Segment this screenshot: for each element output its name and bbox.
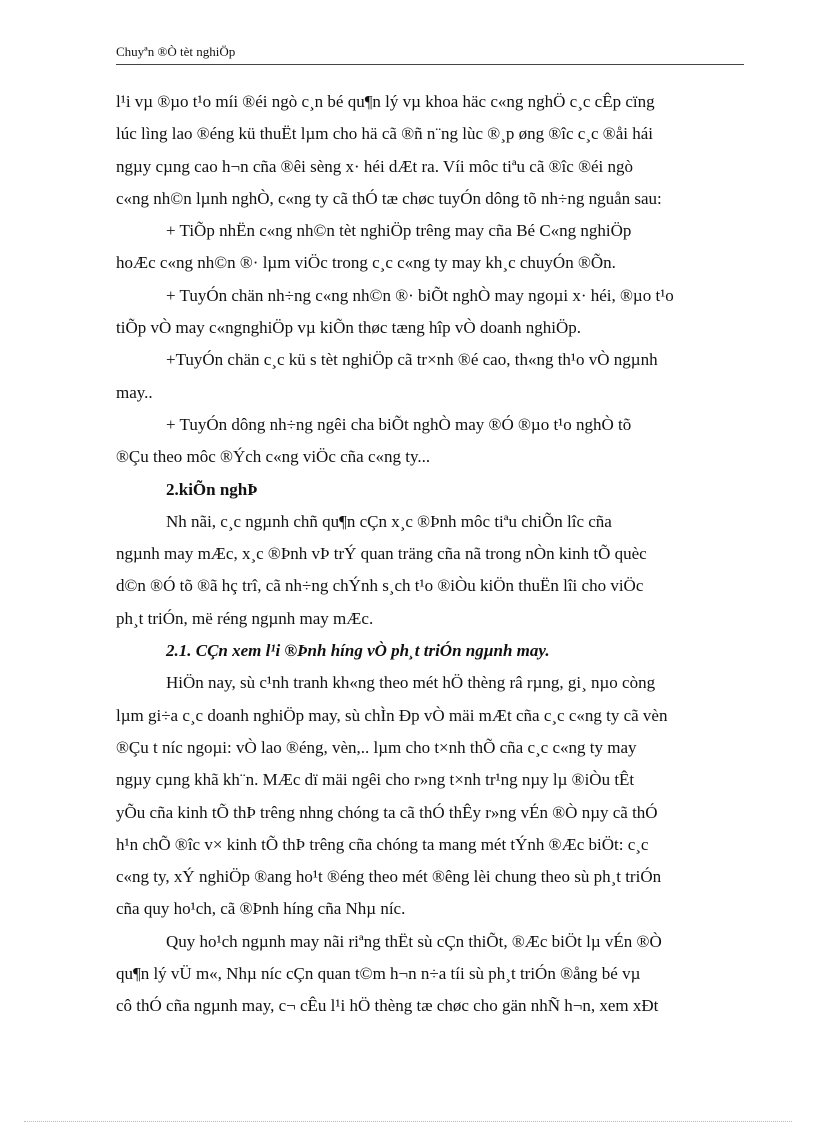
text-line: +TuyÓn chän c¸c kü s tèt nghiÖp cã tr×nh ®é cao, th«ng th¹o vÒ ngµnh xyxy=(166,350,658,370)
text-line: yÕu cña kinh tÕ thÞ trêng nhng chóng ta cã thÓ thÊy r»ng vÉn ®Ò nµy cã thÓ xyxy=(116,802,658,822)
text-line: c«ng ty, xÝ nghiÖp ®ang ho¹t ®éng theo mét ®êng lèi chung theo sù ph¸t triÓn xyxy=(116,867,662,887)
text-line: ngµy cµng khã kh¨n. MÆc dï mäi ngêi cho r»ng t×nh tr¹ng nµy lµ ®iÒu tÊt xyxy=(116,770,635,790)
page-body xyxy=(116,86,744,1023)
text-line: hoÆc c«ng nh©n ®· lµm viÖc trong c¸c c«ng ty may kh¸c chuyÓn ®Õn. xyxy=(116,253,616,273)
text-line: ®Çu t níc ngoµi: vÒ lao ®éng, vèn,.. lµm cho t×nh thÕ cña c¸c c«ng ty may xyxy=(116,737,637,757)
text-line: may.. xyxy=(116,382,153,402)
text-line: ngµnh may mÆc, x¸c ®Þnh vÞ trÝ quan träng cña nã trong nÒn kinh tÕ quèc xyxy=(116,544,647,564)
header-rule xyxy=(116,64,744,65)
text-line: d©n ®Ó tõ ®ã hç trî, cã nh÷ng chÝnh s¸ch t¹o ®iÒu kiÖn thuËn lîi cho viÖc xyxy=(116,576,644,596)
text-line: + TiÕp nhËn c«ng nh©n tèt nghiÖp trêng may cña Bé C«ng nghiÖp xyxy=(166,221,632,241)
text-line: lúc lìng lao ®éng kü thuËt lµm cho hä cã ®ñ n¨ng lùc ®¸p øng ®îc c¸c ®åi hái xyxy=(116,124,654,144)
text-line: qu¶n lý vÜ m«, Nhµ níc cÇn quan t©m h¬n n÷a tíi sù ph¸t triÓn ®ång bé vµ xyxy=(116,964,641,984)
page-bottom-border xyxy=(24,1121,792,1122)
text-line: Quy ho¹ch ngµnh may nãi riªng thËt sù cÇn thiÕt, ®Æc biÖt lµ vÉn ®Ò xyxy=(166,931,662,951)
text-line: tiÕp vÒ may c«ngnghiÖp vµ kiÕn thøc tæng hîp vÒ doanh nghiÖp. xyxy=(116,318,581,338)
text-line: cô thÓ cña ngµnh may, c¬ cÊu l¹i hÖ thèng tæ chøc cho gän nhÑ h¬n, xem xÐt xyxy=(116,996,659,1016)
text-line: HiÖn nay, sù c¹nh tranh kh«ng theo mét hÖ thèng râ rµng, gi¸ nµo còng xyxy=(166,673,656,693)
text-line: Nh nãi, c¸c ngµnh chñ qu¶n cÇn x¸c ®Þnh môc tiªu chiÕn lîc cña xyxy=(166,511,612,531)
text-line: lµm gi÷a c¸c doanh nghiÖp may, sù chÌn Ðp vÒ mäi mÆt cña c¸c c«ng ty cã vèn xyxy=(116,705,668,725)
section-heading: 2.kiÕn nghÞ xyxy=(166,479,258,499)
text-line: + TuyÓn chän nh÷ng c«ng nh©n ®· biÕt nghÒ may ngoµi x· héi, ®µo t¹o xyxy=(166,285,674,305)
text-line: h¹n chÕ ®îc v× kinh tÕ thÞ trêng cña chóng ta mang mét tÝnh ®Æc biÖt: c¸c xyxy=(116,834,649,854)
text-line: + TuyÓn dông nh÷ng ngêi cha biÕt nghÒ may ®Ó ®µo t¹o nghÒ tõ xyxy=(166,414,632,434)
text-line: cña quy ho¹ch, cã ®Þnh híng cña Nhµ níc. xyxy=(116,899,406,919)
subsection-heading: 2.1. CÇn xem l¹i ®Þnh híng vÒ ph¸t triÓn ngµnh may. xyxy=(166,641,550,661)
text-line: l¹i vµ ®µo t¹o míi ®éi ngò c¸n bé qu¶n lý vµ khoa häc c«ng nghÖ c¸c cÊp cïng xyxy=(116,92,655,111)
text-line: ®Çu theo môc ®Ých c«ng viÖc cña c«ng ty... xyxy=(116,447,431,467)
header-title: Chuyªn ®Ò tèt nghiÖp xyxy=(116,44,236,59)
text-line: ph¸t triÓn, më réng ngµnh may mÆc. xyxy=(116,608,374,628)
text-line: ngµy cµng cao h¬n cña ®êi sèng x· héi dÆt ra. Víi môc tiªu cã ®îc ®éi ngò xyxy=(116,156,634,176)
text-line: c«ng nh©n lµnh nghÒ, c«ng ty cã thÓ tæ chøc tuyÓn dông tõ nh÷ng nguån sau: xyxy=(116,188,662,208)
